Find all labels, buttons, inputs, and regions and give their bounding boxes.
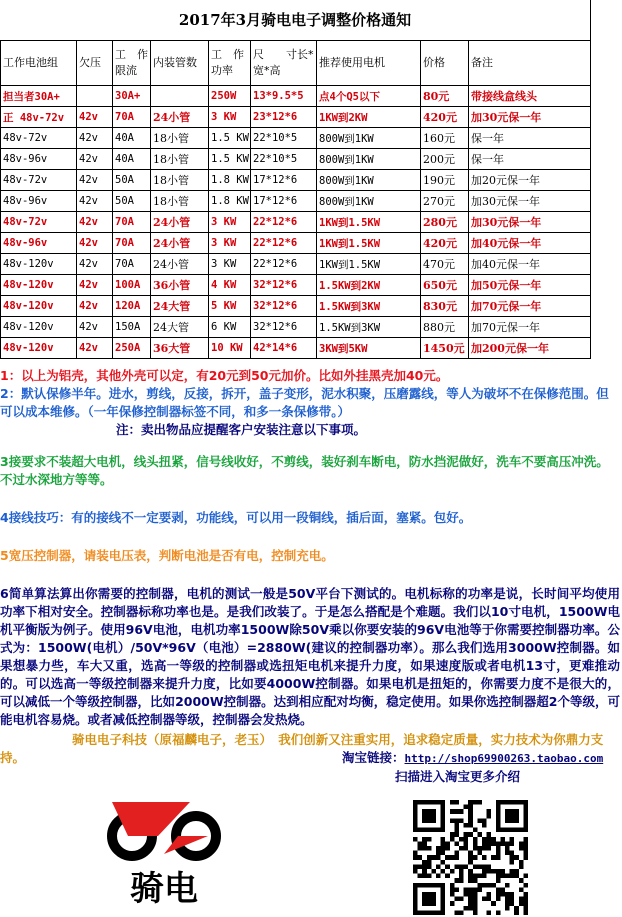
table-cell: 17*12*6	[251, 170, 317, 191]
notes-section	[0, 367, 620, 786]
table-cell: 420元	[421, 107, 469, 128]
table-row	[1, 170, 591, 191]
table-cell: 42v	[77, 128, 113, 149]
column-header: 价格	[421, 41, 469, 86]
table-cell: 22*12*6	[251, 212, 317, 233]
table-cell: 1.5KW到3KW	[317, 296, 421, 317]
table-cell: 250A	[113, 338, 151, 359]
table-cell: 担当者30A+	[1, 86, 77, 107]
table-cell: 160元	[421, 128, 469, 149]
table-cell: 1.5 KW	[209, 149, 251, 170]
table-cell: 190元	[421, 170, 469, 191]
table-cell: 800W到1KW	[317, 191, 421, 212]
table-cell: 24小管	[151, 107, 209, 128]
table-cell: 18小管	[151, 128, 209, 149]
price-table	[0, 40, 591, 359]
table-cell: 22*12*6	[251, 233, 317, 254]
note-1: 1：以上为铝壳，其他外壳可以定，有20元到50元加价。比如外挂黑壳加40元。	[0, 368, 449, 383]
table-cell: 200元	[421, 149, 469, 170]
taobao-link-line	[0, 749, 620, 768]
table-cell: 加30元保一年	[469, 191, 591, 212]
table-cell: 48v-120v	[1, 317, 77, 338]
table-cell: 加40元保一年	[469, 254, 591, 275]
table-cell: 80元	[421, 86, 469, 107]
table-cell: 1.8 KW	[209, 191, 251, 212]
table-cell: 70A	[113, 254, 151, 275]
logo-text: 骑电	[130, 869, 198, 909]
note-3: 3接要求不装超大电机，线头扭紧，信号线收好，不剪线，装好刹车断电，防水挡泥做好，洗车不要高压冲洗。不过水深地方等等。	[0, 454, 609, 487]
table-cell: 48v-120v	[1, 275, 77, 296]
table-cell: 正 48v-72v	[1, 107, 77, 128]
table-cell: 800W到1KW	[317, 170, 421, 191]
table-cell: 1.5KW到3KW	[317, 317, 421, 338]
table-cell: 48v-72v	[1, 128, 77, 149]
table-cell: 70A	[113, 212, 151, 233]
table-cell: 42v	[77, 149, 113, 170]
table-cell: 1KW到1.5KW	[317, 254, 421, 275]
table-cell: 1.5KW到2KW	[317, 275, 421, 296]
table-cell: 32*12*6	[251, 317, 317, 338]
column-header: 推荐使用电机	[317, 41, 421, 86]
table-cell: 24大管	[151, 317, 209, 338]
table-cell: 150A	[113, 317, 151, 338]
table-cell: 18小管	[151, 191, 209, 212]
table-cell: 42v	[77, 233, 113, 254]
table-cell: 22*10*5	[251, 128, 317, 149]
table-cell: 40A	[113, 149, 151, 170]
table-row	[1, 275, 591, 296]
table-cell: 420元	[421, 233, 469, 254]
table-cell: 带接线盒线头	[469, 86, 591, 107]
table-header-row	[1, 41, 591, 86]
table-cell: 加20元保一年	[469, 170, 591, 191]
table-cell: 24小管	[151, 233, 209, 254]
company-tagline: 骑电电子科技（原福麟电子，老玉） 我们创新又注重实用，追求稳定质量，实力技术为你鼎力支持。	[0, 732, 604, 765]
table-cell: 17*12*6	[251, 191, 317, 212]
qr-caption: 扫描进入淘宝更多介绍	[395, 769, 521, 784]
table-row	[1, 107, 591, 128]
note-4: 4接线技巧：有的接线不一定要剥，功能线，可以用一段铜线，插后面，塞紧。包好。	[0, 510, 472, 525]
table-cell: 48v-72v	[1, 212, 77, 233]
table-cell	[151, 86, 209, 107]
table-cell: 42v	[77, 254, 113, 275]
column-header: 工作电池组	[1, 41, 77, 86]
table-cell: 40A	[113, 128, 151, 149]
table-cell: 42v	[77, 191, 113, 212]
table-cell: 18小管	[151, 170, 209, 191]
table-cell: 18小管	[151, 149, 209, 170]
table-cell: 3 KW	[209, 107, 251, 128]
note-5: 5宽压控制器，请装电压表，判断电池是否有电，控制充电。	[0, 548, 334, 563]
table-cell	[77, 86, 113, 107]
table-cell: 48v-96v	[1, 233, 77, 254]
table-row	[1, 233, 591, 254]
taobao-label: 淘宝链接：	[342, 750, 405, 765]
table-cell: 36大管	[151, 338, 209, 359]
table-cell: 加70元保一年	[469, 296, 591, 317]
table-cell: 470元	[421, 254, 469, 275]
table-cell: 48v-120v	[1, 338, 77, 359]
table-cell: 3KW到5KW	[317, 338, 421, 359]
column-header: 备注	[469, 41, 591, 86]
page-title: 2017年3月骑电电子调整价格通知	[0, 0, 591, 40]
qr-code[interactable]	[413, 800, 528, 915]
table-row	[1, 149, 591, 170]
table-cell: 1450元	[421, 338, 469, 359]
table-cell: 650元	[421, 275, 469, 296]
table-cell: 280元	[421, 212, 469, 233]
table-row	[1, 317, 591, 338]
table-cell: 22*12*6	[251, 254, 317, 275]
table-cell: 48v-120v	[1, 296, 77, 317]
table-row	[1, 86, 591, 107]
table-cell: 70A	[113, 107, 151, 128]
taobao-link[interactable]: http://shop69900263.taobao.com	[404, 752, 604, 765]
table-cell: 22*10*5	[251, 149, 317, 170]
table-cell: 32*12*6	[251, 296, 317, 317]
table-cell: 6 KW	[209, 317, 251, 338]
table-cell: 保一年	[469, 149, 591, 170]
table-cell: 48v-120v	[1, 254, 77, 275]
table-cell: 3 KW	[209, 212, 251, 233]
table-cell: 880元	[421, 317, 469, 338]
table-cell: 800W到1KW	[317, 149, 421, 170]
table-cell: 42v	[77, 296, 113, 317]
table-cell: 42v	[77, 317, 113, 338]
table-cell: 120A	[113, 296, 151, 317]
table-cell: 24大管	[151, 296, 209, 317]
table-cell: 加30元保一年	[469, 107, 591, 128]
table-cell: 保一年	[469, 128, 591, 149]
table-cell: 加30元保一年	[469, 212, 591, 233]
table-cell: 50A	[113, 191, 151, 212]
table-cell: 3 KW	[209, 254, 251, 275]
table-cell: 1KW到1.5KW	[317, 233, 421, 254]
table-cell: 32*12*6	[251, 275, 317, 296]
column-header: 工 作功率	[209, 41, 251, 86]
table-cell: 3 KW	[209, 233, 251, 254]
table-cell: 1.5 KW	[209, 128, 251, 149]
table-cell: 830元	[421, 296, 469, 317]
table-cell: 1KW到2KW	[317, 107, 421, 128]
table-cell: 42v	[77, 212, 113, 233]
column-header: 欠压	[77, 41, 113, 86]
table-cell: 加200元保一年	[469, 338, 591, 359]
table-cell: 70A	[113, 233, 151, 254]
table-cell: 36小管	[151, 275, 209, 296]
table-cell: 23*12*6	[251, 107, 317, 128]
table-cell: 10 KW	[209, 338, 251, 359]
table-row	[1, 254, 591, 275]
table-row	[1, 128, 591, 149]
table-cell: 42v	[77, 275, 113, 296]
table-cell: 800W到1KW	[317, 128, 421, 149]
table-cell: 加40元保一年	[469, 233, 591, 254]
brand-logo	[104, 796, 224, 914]
table-cell: 1.8 KW	[209, 170, 251, 191]
table-cell: 42v	[77, 338, 113, 359]
table-cell: 48v-72v	[1, 170, 77, 191]
table-cell: 加50元保一年	[469, 275, 591, 296]
table-cell: 加70元保一年	[469, 317, 591, 338]
table-cell: 48v-96v	[1, 149, 77, 170]
table-cell: 48v-96v	[1, 191, 77, 212]
note-2: 2：默认保修半年。进水，剪线，反接，拆开，盖子变形，泥水积聚，压磨露线，等人为破坏不在保修范围。但可以成本维修。（一年保修控制器标签不同，和多一条保修带。）	[0, 386, 609, 419]
table-row	[1, 338, 591, 359]
note-6: 6简单算法算出你需要的控制器，电机的测试一般是50V平台下测试的。电机标称的功率是说，长时间平均使用功率下相对安全。控制器标称功率也是。是我们改装了。于是怎么搭配是个难题。我们以10寸电机，1500W电机平衡版为例子。使用96V电池，电机功率1500W除50V乘以你要安装的96V电池等于你需要控制器功率。公式为：1500W(电机）/50V*96V（电池）=2880W(建议的控制器功率）。那么我们选用3000W控制器。如果想暴力些，车大又重，选高一等级的控制器或选扭矩电机来提升力度，如果速度版或者电机13寸，更难推动的。可以选高一等级控制器来提升力度，比如要4000W控制器。如果电机是扭矩的，你需要力度不是很大的，可以减低一个等级控制器，比如2000W控制器。达到相应配对均衡，稳定使用。如果你选控制器超2个等级，可能电机容易烧。或者减低控制器等级，控制器会发热烧。	[0, 586, 620, 727]
column-header: 内装管数	[151, 41, 209, 86]
column-header: 工 作限流	[113, 41, 151, 86]
table-cell: 24小管	[151, 254, 209, 275]
column-header: 尺 寸长*宽*高	[251, 41, 317, 86]
table-cell: 1KW到1.5KW	[317, 212, 421, 233]
table-cell: 4 KW	[209, 275, 251, 296]
table-cell: 100A	[113, 275, 151, 296]
table-cell: 30A+	[113, 86, 151, 107]
table-cell: 42*14*6	[251, 338, 317, 359]
table-row	[1, 191, 591, 212]
table-row	[1, 212, 591, 233]
note-2-attention: 注：卖出物品应提醒客户安装注意以下事项。	[116, 422, 367, 437]
table-cell: 13*9.5*5	[251, 86, 317, 107]
table-cell: 点4个Q5以下	[317, 86, 421, 107]
table-cell: 42v	[77, 107, 113, 128]
table-cell: 5 KW	[209, 296, 251, 317]
table-cell: 270元	[421, 191, 469, 212]
table-cell: 42v	[77, 170, 113, 191]
table-cell: 24小管	[151, 212, 209, 233]
table-cell: 50A	[113, 170, 151, 191]
table-cell: 250W	[209, 86, 251, 107]
table-row	[1, 296, 591, 317]
